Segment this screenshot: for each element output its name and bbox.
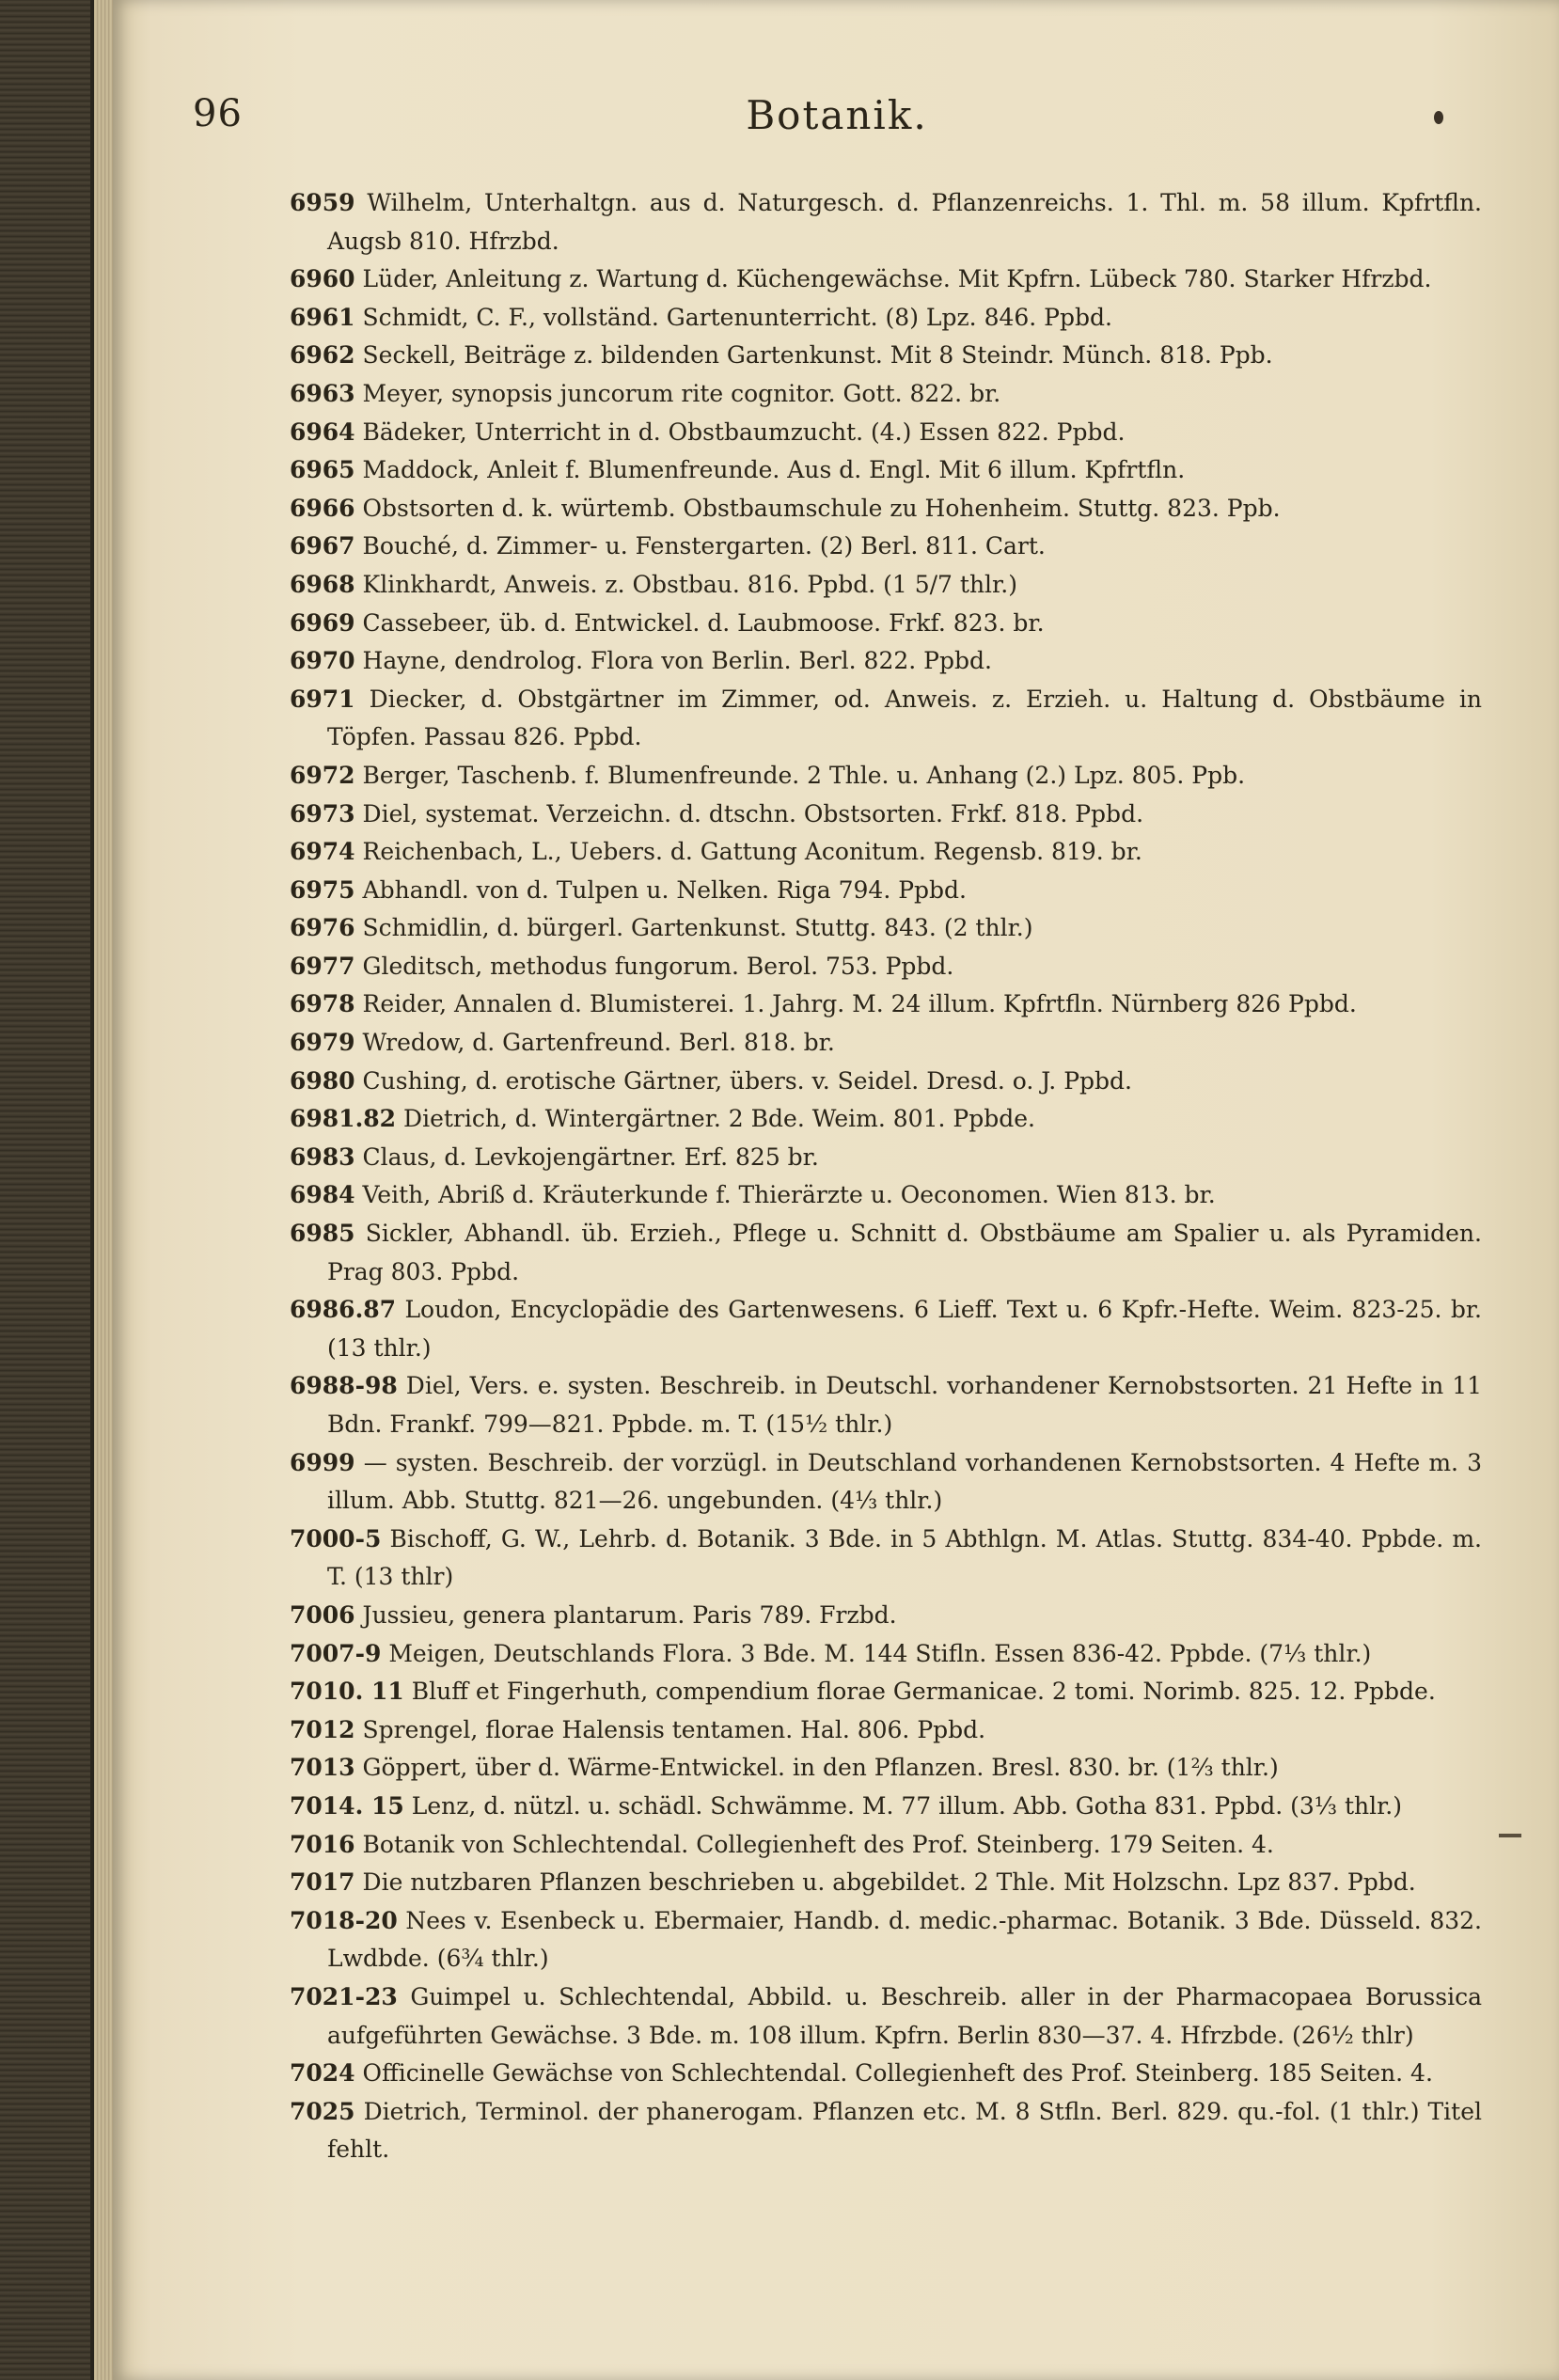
catalog-entry-list	[290, 184, 1482, 2169]
entry-number: 6977	[290, 952, 355, 980]
entry-text: Wilhelm, Unterhaltgn. aus d. Naturgesch. d. Pflanzenreichs. 1. Thl. m. 58 illum. Kpfrtfln. Augsb 810. Hfrzbd.	[327, 189, 1483, 255]
entry-text: Cushing, d. erotische Gärtner, übers. v. Seidel. Dresd. o. J. Ppbd.	[362, 1066, 1132, 1095]
entry-number: 6976	[290, 914, 355, 942]
entry-text: Klinkhardt, Anweis. z. Obstbau. 816. Ppbd. (1 5/7 thlr.)	[362, 570, 1017, 598]
catalog-entry	[290, 1978, 1482, 2055]
catalog-entry	[290, 1100, 1482, 1139]
entry-text: Die nutzbaren Pflanzen beschrieben u. abgebildet. 2 Thle. Mit Holzschn. Lpz 837. Ppbd.	[362, 1868, 1416, 1897]
entry-number: 6975	[290, 875, 355, 904]
catalog-entry	[290, 451, 1482, 490]
entry-number: 6971	[290, 685, 355, 713]
entry-text: Diel, Vers. e. systen. Beschreib. in Deutschl. vorhandener Kernobstsorten. 21 Hefte in 11 Bdn. Frankf. 799—821. Ppbde. m. T. (15½ thlr.)	[327, 1372, 1483, 1438]
entry-text: Meigen, Deutschlands Flora. 3 Bde. M. 144 Stifln. Essen 836-42. Ppbde. (7⅓ thlr.)	[388, 1639, 1372, 1667]
entry-text: Loudon, Encyclopädie des Gartenwesens. 6 Lieff. Text u. 6 Kpfr.-Hefte. Weim. 823-25. br. (13 thlr.)	[327, 1296, 1482, 1362]
entry-text: Diel, systemat. Verzeichn. d. dtschn. Obstsorten. Frkf. 818. Ppbd.	[362, 799, 1144, 827]
entry-text: Officinelle Gewächse von Schlechtendal. Collegienheft des Prof. Steinberg. 185 Seiten. 4.	[362, 2059, 1433, 2088]
running-head-title: Botanik.	[746, 92, 928, 138]
page-number: 96	[193, 92, 243, 135]
entry-number: 7010. 11	[290, 1678, 404, 1706]
entry-number: 6963	[290, 379, 355, 407]
entry-number: 7021-23	[290, 1982, 398, 2010]
catalog-entry	[290, 566, 1482, 605]
catalog-entry	[290, 1826, 1482, 1865]
entry-text: Obstsorten d. k. würtemb. Obstbaumschule zu Hohenheim. Stuttg. 823. Ppb.	[362, 494, 1281, 522]
entry-text: Bischoff, G. W., Lehrb. d. Botanik. 3 Bde. in 5 Abthlgn. M. Atlas. Stuttg. 834-40. Ppbde. m. T. (13 thlr)	[327, 1524, 1483, 1591]
entry-text: Abhandl. von d. Tulpen u. Nelken. Riga 794. Ppbd.	[362, 875, 968, 904]
catalog-entry	[290, 1444, 1482, 1521]
book-spine	[0, 0, 90, 2380]
entry-text: Seckell, Beiträge z. bildenden Gartenkunst. Mit 8 Steindr. Münch. 818. Ppb.	[362, 341, 1273, 370]
entry-text: Schmidt, C. F., vollständ. Gartenunterricht. (8) Lpz. 846. Ppbd.	[362, 303, 1112, 331]
entry-number: 6968	[290, 570, 355, 598]
catalog-entry	[290, 2093, 1482, 2169]
entry-text: Wredow, d. Gartenfreund. Berl. 818. br.	[362, 1029, 835, 1057]
catalog-entry	[290, 1673, 1482, 1711]
entry-number: 7006	[290, 1600, 355, 1629]
entry-number: 7007-9	[290, 1639, 382, 1667]
entry-number: 6983	[290, 1143, 355, 1171]
entry-number: 6967	[290, 532, 355, 560]
entry-text: Bädeker, Unterricht in d. Obstbaumzucht. (4.) Essen 822. Ppbd.	[362, 418, 1126, 446]
entry-number: 6972	[290, 761, 355, 789]
entry-text: Botanik von Schlechtendal. Collegienheft des Prof. Steinberg. 179 Seiten. 4.	[362, 1830, 1274, 1858]
ink-spot	[1434, 111, 1443, 124]
catalog-entry	[290, 1635, 1482, 1674]
entry-text: Jussieu, genera plantarum. Paris 789. Frzbd.	[362, 1600, 897, 1629]
catalog-entry	[290, 1063, 1482, 1101]
entry-number: 6988-98	[290, 1372, 398, 1400]
entry-text: Cassebeer, üb. d. Entwickel. d. Laubmoose. Frkf. 823. br.	[362, 608, 1045, 637]
entry-text: Veith, Abriß d. Kräuterkunde f. Thierärzte u. Oeconomen. Wien 813. br.	[362, 1181, 1216, 1209]
entry-number: 6999	[290, 1448, 355, 1476]
entry-number: 6964	[290, 418, 355, 446]
entry-text: Schmidlin, d. bürgerl. Gartenkunst. Stuttg. 843. (2 thlr.)	[362, 914, 1033, 942]
entry-text: Lenz, d. nützl. u. schädl. Schwämme. M. 77 illum. Abb. Gotha 831. Ppbd. (3⅓ thlr.)	[411, 1791, 1402, 1820]
catalog-entry	[290, 1864, 1482, 1902]
entry-number: 7014. 15	[290, 1791, 404, 1820]
entry-number: 7025	[290, 2097, 355, 2125]
entry-number: 6973	[290, 799, 355, 827]
entry-number: 6961	[290, 303, 355, 331]
catalog-entry	[290, 490, 1482, 528]
catalog-entry	[290, 375, 1482, 414]
entry-text: — systen. Beschreib. der vorzügl. in Deutschland vorhandenen Kernobstsorten. 4 Hefte m. 3 illum. Abb. Stuttg. 821—26. ungebunden. (4⅓ thlr.)	[327, 1448, 1482, 1515]
entry-number: 6980	[290, 1066, 355, 1095]
entry-number: 7016	[290, 1830, 355, 1858]
entry-text: Sickler, Abhandl. üb. Erzieh., Pflege u. Schnitt d. Obstbäume am Spalier u. als Pyramiden. Prag 803. Ppbd.	[327, 1220, 1482, 1285]
entry-text: Meyer, synopsis juncorum rite cognitor. Gott. 822. br.	[362, 379, 1001, 407]
entry-text: Guimpel u. Schlechtendal, Abbild. u. Beschreib. aller in der Pharmacopaea Borussica aufgeführten Gewächse. 3 Bde. m. 108 illum. Kpfrn. Berlin 830—37. 4. Hfrzbde. (26½ thlr)	[327, 1982, 1482, 2049]
entry-text: Bluff et Fingerhuth, compendium florae Germanicae. 2 tomi. Norimb. 825. 12. Ppbde.	[411, 1678, 1436, 1706]
catalog-entry	[290, 948, 1482, 986]
catalog-entry	[290, 1902, 1482, 1978]
catalog-entry	[290, 528, 1482, 566]
entry-number: 7000-5	[290, 1524, 382, 1553]
catalog-entry	[290, 1139, 1482, 1177]
entry-text: Berger, Taschenb. f. Blumenfreunde. 2 Thle. u. Anhang (2.) Lpz. 805. Ppb.	[362, 761, 1246, 789]
entry-number: 7012	[290, 1715, 355, 1743]
entry-number: 6970	[290, 647, 355, 675]
catalog-entry	[290, 681, 1482, 757]
catalog-entry	[290, 985, 1482, 1024]
catalog-entry	[290, 2055, 1482, 2093]
catalog-entry	[290, 260, 1482, 299]
entry-number: 6985	[290, 1220, 355, 1248]
page-header	[193, 92, 1481, 149]
catalog-entry	[290, 1521, 1482, 1597]
entry-text: Hayne, dendrolog. Flora von Berlin. Berl. 822. Ppbd.	[362, 647, 992, 675]
entry-number: 7017	[290, 1868, 355, 1897]
entry-number: 6965	[290, 456, 355, 484]
catalog-entry	[290, 796, 1482, 834]
entry-number: 6986.87	[290, 1296, 397, 1324]
entry-number: 6966	[290, 494, 355, 522]
entry-text: Diecker, d. Obstgärtner im Zimmer, od. Anweis. z. Erzieh. u. Haltung d. Obstbäume in Töpfen. Passau 826. Ppbd.	[327, 685, 1482, 751]
catalog-entry	[290, 1291, 1482, 1367]
catalog-entry	[290, 642, 1482, 681]
catalog-entry	[290, 1749, 1482, 1788]
entry-text: Claus, d. Levkojengärtner. Erf. 825 br.	[362, 1143, 819, 1171]
catalog-entry	[290, 833, 1482, 872]
catalog-entry	[290, 1215, 1482, 1291]
entry-text: Nees v. Esenbeck u. Ebermaier, Handb. d. medic.-pharmac. Botanik. 3 Bde. Düsseld. 832. Lwdbde. (6¾ thlr.)	[327, 1906, 1482, 1973]
entry-text: Göppert, über d. Wärme-Entwickel. in den Pflanzen. Bresl. 830. br. (1⅔ thlr.)	[362, 1754, 1279, 1782]
entry-number: 6960	[290, 265, 355, 293]
catalog-entry	[290, 337, 1482, 375]
entry-text: Dietrich, Terminol. der phanerogam. Pflanzen etc. M. 8 Stfln. Berl. 829. qu.-fol. (1 thlr.) Titel fehlt.	[327, 2097, 1482, 2164]
catalog-entry	[290, 1024, 1482, 1063]
catalog-entry	[290, 1711, 1482, 1750]
entry-text: Lüder, Anleitung z. Wartung d. Küchengewächse. Mit Kpfrn. Lübeck 780. Starker Hfrzbd.	[362, 265, 1432, 293]
entry-text: Reichenbach, L., Uebers. d. Gattung Aconitum. Regensb. 819. br.	[362, 838, 1142, 866]
catalog-entry	[290, 757, 1482, 796]
catalog-entry	[290, 605, 1482, 643]
entry-number: 7013	[290, 1754, 355, 1782]
catalog-entry	[290, 1367, 1482, 1443]
catalog-entry	[290, 299, 1482, 338]
entry-number: 6978	[290, 990, 355, 1018]
entry-text: Bouché, d. Zimmer- u. Fenstergarten. (2) Berl. 811. Cart.	[362, 532, 1046, 560]
catalog-entry	[290, 1176, 1482, 1215]
entry-text: Dietrich, d. Wintergärtner. 2 Bde. Weim. 801. Ppbde.	[403, 1105, 1035, 1133]
entry-number: 6981.82	[290, 1105, 397, 1133]
entry-number: 6959	[290, 189, 355, 216]
entry-number: 6974	[290, 838, 355, 866]
entry-text: Sprengel, florae Halensis tentamen. Hal. 806. Ppbd.	[362, 1715, 986, 1743]
catalog-entry	[290, 184, 1482, 260]
entry-text: Maddock, Anleit f. Blumenfreunde. Aus d. Engl. Mit 6 illum. Kpfrtfln.	[362, 456, 1186, 484]
catalog-entry	[290, 872, 1482, 910]
entry-number: 7018-20	[290, 1906, 398, 1934]
catalog-entry	[290, 1597, 1482, 1635]
entry-text: Gleditsch, methodus fungorum. Berol. 753. Ppbd.	[362, 952, 954, 980]
catalog-entry	[290, 1788, 1482, 1826]
catalog-entry	[290, 909, 1482, 948]
entry-number: 7024	[290, 2059, 355, 2088]
entry-number: 6984	[290, 1181, 355, 1209]
ink-mark	[1499, 1834, 1521, 1837]
entry-number: 6962	[290, 341, 355, 370]
catalog-entry	[290, 414, 1482, 452]
entry-text: Reider, Annalen d. Blumisterei. 1. Jahrg. M. 24 illum. Kpfrtfln. Nürnberg 826 Ppbd.	[362, 990, 1357, 1018]
entry-number: 6969	[290, 608, 355, 637]
entry-number: 6979	[290, 1029, 355, 1057]
